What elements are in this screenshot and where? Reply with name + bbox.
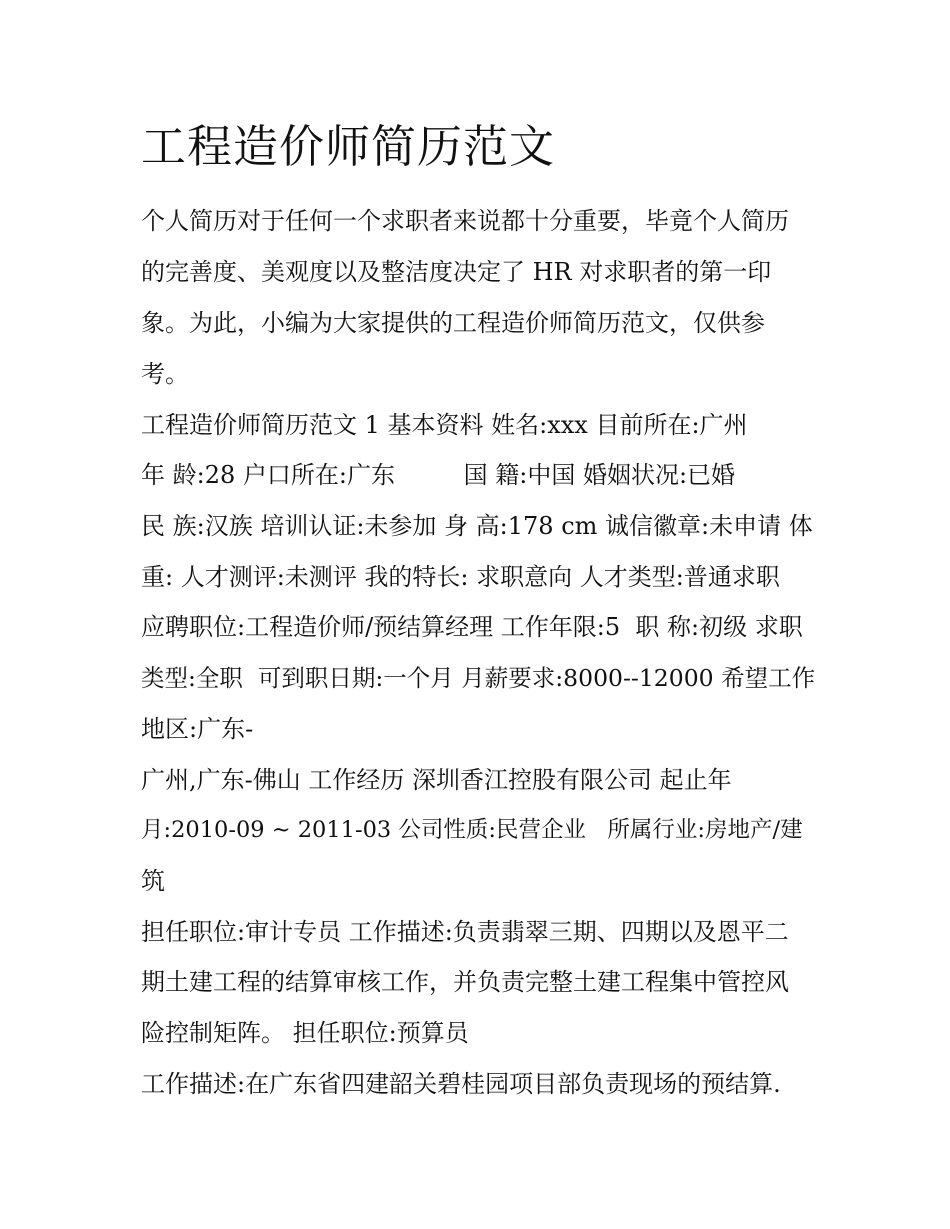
body-line: 民 族:汉族 培训认证:未参加 身 高:178 cm 诚信徽章:未申请 体 [141, 512, 813, 540]
body-line: 担任职位:审计专员 工作描述:负责翡翠三期、四期以及恩平二 [141, 918, 789, 946]
body-line: 险控制矩阵。 担任职位:预算员 [141, 1019, 469, 1047]
body-line: 年 龄:28 户口所在:广东 国 籍:中国 婚姻状况:已婚 [141, 461, 736, 489]
body-line: 个人简历对于任何一个求职者来说都十分重要，毕竟个人简历 [141, 207, 789, 235]
body-line: 广州,广东-佛山 工作经历 深圳香江控股有限公司 起止年 [141, 766, 732, 794]
body-line: 筑 [141, 867, 165, 895]
body-line: 重: 人才测评:未测评 我的特长: 求职意向 人才类型:普通求职 [141, 563, 780, 591]
body-line: 地区:广东- [141, 715, 254, 743]
body-line: 应聘职位:工程造价师/预结算经理 工作年限:5 职 称:初级 求职 [141, 613, 803, 641]
body-line: 工程造价师简历范文 1 基本资料 姓名:xxx 目前所在:广州 [141, 411, 748, 439]
body-line: 考。 [141, 360, 189, 388]
document-title: 工程造价师简历范文 [141, 120, 556, 173]
body-line: 的完善度、美观度以及整洁度决定了 HR 对求职者的第一印 [141, 258, 772, 286]
body-line: 类型:全职 可到职日期:一个月 月薪要求:8000--12000 希望工作 [141, 664, 816, 692]
body-line: 期土建工程的结算审核工作，并负责完整土建工程集中管控风 [141, 968, 789, 996]
body-line: 月:2010-09 ~ 2011-03 公司性质:民营企业 所属行业:房地产/建 [141, 817, 803, 843]
body-line: 工作描述:在广东省四建韶关碧桂园项目部负责现场的预结算. [141, 1070, 781, 1098]
body-line: 象。为此，小编为大家提供的工程造价师简历范文，仅供参 [141, 309, 765, 337]
